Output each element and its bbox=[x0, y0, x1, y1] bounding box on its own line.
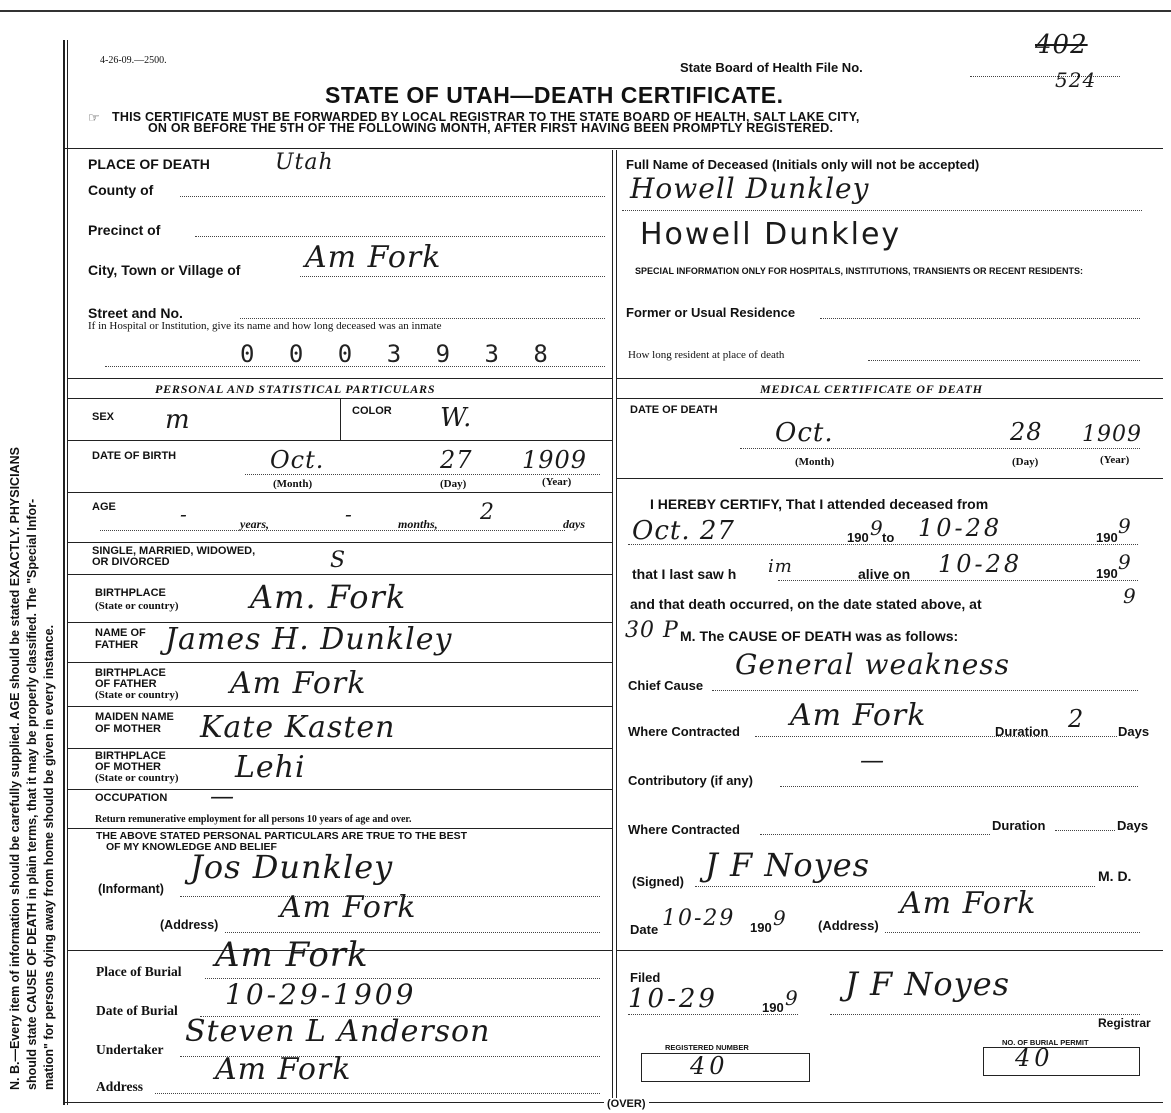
residence-label: Former or Usual Residence bbox=[626, 305, 796, 320]
marital-value: S bbox=[330, 548, 347, 573]
dod-month: Oct. bbox=[775, 418, 834, 448]
attest-line1: THE ABOVE STATED PERSONAL PARTICULARS ARE TRUE TO THE BEST bbox=[96, 830, 468, 842]
color-label: COLOR bbox=[352, 405, 392, 417]
contributory-value: — bbox=[860, 746, 885, 774]
stamp-number: 0 0 0 3 9 3 8 bbox=[240, 340, 558, 368]
age-years: - bbox=[180, 502, 188, 526]
dob-line bbox=[245, 474, 600, 475]
city-line bbox=[300, 276, 605, 277]
dod-day-caption: (Day) bbox=[1012, 456, 1039, 468]
center-divider-inner bbox=[616, 150, 617, 1105]
where-contracted-value: Am Fork bbox=[790, 698, 927, 733]
cause-text: M. The CAUSE OF DEATH was as follows: bbox=[680, 628, 959, 644]
side-note-line1: N. B.—Every item of information should be carefully supplied. AGE should be stated EXACTLY. PHYSICIANS bbox=[8, 447, 22, 1090]
where-contracted-line bbox=[755, 736, 1117, 737]
age-line bbox=[100, 530, 565, 531]
mother-bp-value: Lehi bbox=[235, 750, 306, 785]
duration2-label: Duration bbox=[992, 818, 1046, 833]
days-caption: days bbox=[563, 517, 585, 531]
marital-label: SINGLE, MARRIED, WIDOWED, OR DIVORCED bbox=[92, 545, 256, 568]
father-bp-value: Am Fork bbox=[230, 666, 367, 701]
from-to-line bbox=[628, 544, 1138, 545]
mother-value: Kate Kasten bbox=[200, 710, 396, 745]
dob-row-rule bbox=[67, 492, 612, 493]
burial-date-value: 10-29-1909 bbox=[225, 978, 417, 1011]
death-hour: 9 bbox=[1123, 584, 1137, 608]
precinct-line bbox=[195, 236, 605, 237]
from-year-prefix: 190 bbox=[847, 530, 869, 545]
permit-box bbox=[983, 1047, 1140, 1076]
mother-bp-label-1: BIRTHPLACE bbox=[95, 750, 166, 762]
undertaker-value: Steven L Anderson bbox=[185, 1014, 491, 1049]
dob-month-caption: (Month) bbox=[273, 478, 313, 490]
alive-line bbox=[778, 580, 1138, 581]
precinct-label: Precinct of bbox=[88, 222, 161, 238]
file-no-label: State Board of Health File No. bbox=[680, 60, 863, 75]
outer-left-border bbox=[63, 40, 65, 1105]
alive-year-digit: 9 bbox=[1118, 550, 1132, 574]
chief-cause-line bbox=[712, 690, 1138, 691]
cert-address-value: Am Fork bbox=[900, 886, 1037, 921]
attest-line2: OF MY KNOWLEDGE AND BELIEF bbox=[106, 841, 277, 853]
birthplace-label: BIRTHPLACE bbox=[95, 587, 166, 599]
last-saw-value: im bbox=[768, 556, 793, 577]
dod-day: 28 bbox=[1010, 418, 1043, 446]
side-note-line3: mation" for persons dying away from home should be given in every instance. bbox=[42, 624, 56, 1090]
file-no-line bbox=[970, 76, 1120, 77]
filed-year-digit: 9 bbox=[785, 986, 799, 1010]
dod-row-rule bbox=[616, 478, 1163, 479]
occupation-note: Return remunerative employment for all persons 10 years of age and over. bbox=[95, 814, 412, 825]
cert-row-rule bbox=[616, 950, 1163, 951]
burial-address-label: Address bbox=[96, 1079, 144, 1094]
cert-address-line bbox=[885, 932, 1140, 933]
mother-bp-label-2: OF MOTHER bbox=[95, 761, 161, 773]
occupation-label: OCCUPATION bbox=[95, 792, 168, 804]
residence-line bbox=[820, 318, 1140, 319]
to-word: to bbox=[882, 530, 895, 545]
burial-place-label: Place of Burial bbox=[96, 964, 182, 979]
top-border bbox=[0, 10, 1171, 12]
sex-label: SEX bbox=[92, 411, 115, 423]
chief-cause-value: General weakness bbox=[735, 648, 1011, 681]
cert-date-year-prefix: 190 bbox=[750, 920, 772, 935]
age-days: 2 bbox=[480, 500, 495, 525]
to-year-digit: 9 bbox=[1118, 514, 1132, 538]
mother-label-1: MAIDEN NAME bbox=[95, 711, 174, 723]
file-no-struck: 402 bbox=[1035, 30, 1088, 60]
years-caption: years, bbox=[240, 517, 269, 531]
dod-month-caption: (Month) bbox=[795, 456, 835, 468]
place-of-death-value: Utah bbox=[275, 150, 334, 175]
full-name-label: Full Name of Deceased (Initials only will not be accepted) bbox=[626, 157, 980, 172]
full-name-print: Howell Dunkley bbox=[640, 217, 902, 252]
color-value: W. bbox=[440, 403, 473, 433]
age-row-rule bbox=[67, 542, 612, 543]
informant-value: Jos Dunkley bbox=[190, 848, 394, 886]
days2-label: Days bbox=[1117, 818, 1149, 833]
certificate-title: STATE OF UTAH—DEATH CERTIFICATE. bbox=[325, 82, 784, 108]
file-no-value: 524 bbox=[1055, 68, 1097, 92]
filed-line bbox=[628, 1014, 798, 1015]
notice-line2: ON OR BEFORE THE 5TH OF THE FOLLOWING MONTH, AFTER FIRST HAVING BEEN PROMPTLY REGISTERED. bbox=[148, 121, 834, 135]
mother-bp-row-rule bbox=[67, 789, 612, 790]
street-label: Street and No. bbox=[88, 305, 183, 321]
how-long-line bbox=[868, 360, 1140, 361]
how-long-label: How long resident at place of death bbox=[628, 349, 785, 361]
duration2-line bbox=[1055, 830, 1115, 831]
signed-value: J F Noyes bbox=[705, 846, 871, 884]
father-label-2: FATHER bbox=[95, 639, 139, 651]
filed-label: Filed bbox=[630, 970, 661, 985]
mother-bp-label-3: (State or country) bbox=[95, 772, 179, 784]
hospital-note: If in Hospital or Institution, give its name and how long deceased was an inmate bbox=[88, 320, 442, 332]
informant-address-label: (Address) bbox=[160, 918, 219, 932]
burial-date-label: Date of Burial bbox=[96, 1003, 178, 1018]
to-year-prefix: 190 bbox=[1096, 530, 1118, 545]
informant-label: (Informant) bbox=[98, 882, 164, 896]
duration-value: 2 bbox=[1068, 705, 1085, 733]
duration-label: Duration bbox=[995, 724, 1049, 739]
special-info-label: SPECIAL INFORMATION ONLY FOR HOSPITALS, INSTITUTIONS, TRANSIENTS OR RECENT RESIDENTS: bbox=[635, 266, 1084, 276]
burial-address-value: Am Fork bbox=[215, 1052, 352, 1087]
undertaker-label: Undertaker bbox=[96, 1042, 164, 1057]
medical-section-rule bbox=[616, 378, 1163, 379]
filed-date: 10-29 bbox=[628, 984, 718, 1014]
dob-year: 1909 bbox=[522, 446, 588, 474]
birthplace-value: Am. Fork bbox=[250, 578, 407, 616]
cert-date-value: 10-29 bbox=[662, 906, 736, 931]
mother-row-rule bbox=[67, 748, 612, 749]
burial-place-value: Am Fork bbox=[215, 935, 369, 975]
dob-month: Oct. bbox=[270, 446, 325, 474]
father-bp-label-3: (State or country) bbox=[95, 689, 179, 701]
reg-number-label: REGISTERED NUMBER bbox=[665, 1043, 749, 1052]
cert-date-label: Date bbox=[630, 922, 659, 937]
marital-row-rule bbox=[67, 574, 612, 575]
death-occurred-text: and that death occurred, on the date stated above, at bbox=[630, 596, 982, 612]
dob-label: DATE OF BIRTH bbox=[92, 450, 177, 462]
dod-year: 1909 bbox=[1082, 422, 1142, 447]
sex-row-rule bbox=[67, 440, 612, 441]
form-number: 4-26-09.—2500. bbox=[100, 55, 167, 66]
contributory-label: Contributory (if any) bbox=[628, 773, 753, 788]
age-months: - bbox=[345, 502, 353, 526]
registrar-line bbox=[830, 1014, 1140, 1015]
md-label: M. D. bbox=[1098, 868, 1132, 884]
where-contracted2-label: Where Contracted bbox=[628, 822, 740, 837]
city-value: Am Fork bbox=[305, 240, 442, 275]
alive-year-prefix: 190 bbox=[1096, 566, 1118, 581]
name-line bbox=[622, 210, 1142, 211]
father-value: James H. Dunkley bbox=[165, 622, 453, 657]
father-label-1: NAME OF bbox=[95, 627, 146, 639]
where-contracted-label: Where Contracted bbox=[628, 724, 740, 739]
medical-section-title: MEDICAL CERTIFICATE OF DEATH bbox=[760, 382, 983, 396]
medical-title-rule bbox=[616, 398, 1163, 399]
personal-section-rule bbox=[67, 378, 612, 379]
full-name-cursive: Howell Dunkley bbox=[630, 172, 870, 205]
father-row-rule bbox=[67, 662, 612, 663]
registrar-signature: J F Noyes bbox=[845, 965, 1011, 1003]
certify-text: I HEREBY CERTIFY, That I attended deceased from bbox=[650, 496, 989, 512]
alive-date: 10-28 bbox=[938, 550, 1023, 578]
where-contracted2-line bbox=[760, 834, 990, 835]
dod-line bbox=[740, 448, 1140, 449]
chief-cause-label: Chief Cause bbox=[628, 678, 704, 693]
sex-value: m bbox=[165, 405, 191, 435]
alive-on-label: alive on bbox=[858, 566, 911, 582]
burial-address-line bbox=[155, 1093, 600, 1094]
place-of-death-label: PLACE OF DEATH bbox=[88, 156, 210, 172]
father-bp-label-1: BIRTHPLACE bbox=[95, 667, 166, 679]
permit-value: 40 bbox=[1015, 1044, 1054, 1072]
header-rule bbox=[63, 148, 1163, 149]
months-caption: months, bbox=[398, 517, 438, 531]
notice-line1: THIS CERTIFICATE MUST BE FORWARDED BY LOCAL REGISTRAR TO THE STATE BOARD OF HEALTH, SALT LAKE CITY, bbox=[112, 110, 860, 124]
age-label: AGE bbox=[92, 501, 116, 513]
occupation-row-rule bbox=[67, 828, 612, 829]
dob-year-caption: (Year) bbox=[542, 476, 572, 488]
outer-left-border-inner bbox=[67, 40, 68, 1105]
contributory-line bbox=[780, 786, 1138, 787]
dob-day: 27 bbox=[440, 446, 473, 474]
reg-number-value: 40 bbox=[690, 1052, 729, 1080]
from-date: Oct. 27 bbox=[632, 516, 735, 546]
from-year-digit: 9 bbox=[870, 516, 884, 540]
dob-day-caption: (Day) bbox=[440, 478, 467, 490]
county-line bbox=[180, 196, 605, 197]
father-bp-label-2: OF FATHER bbox=[95, 678, 157, 690]
city-label: City, Town or Village of bbox=[88, 262, 241, 278]
county-label: County of bbox=[88, 182, 154, 198]
over-label: (OVER) bbox=[604, 1098, 649, 1110]
side-note-line2: should state CAUSE OF DEATH in plain terms, that it may be properly classified. The "Special Infor- bbox=[25, 498, 39, 1090]
father-bp-row-rule bbox=[67, 706, 612, 707]
dod-label: DATE OF DEATH bbox=[630, 404, 718, 416]
occupation-value: — bbox=[210, 782, 235, 810]
informant-address-value: Am Fork bbox=[280, 890, 417, 925]
registrar-label: Registrar bbox=[1098, 1016, 1151, 1030]
sex-color-divider bbox=[340, 398, 341, 440]
permit-label: NO. OF BURIAL PERMIT bbox=[1002, 1038, 1089, 1047]
center-divider bbox=[612, 150, 613, 1105]
pointing-hand-icon: ☞ bbox=[88, 110, 100, 125]
birthplace-sub: (State or country) bbox=[95, 600, 179, 612]
dod-year-caption: (Year) bbox=[1100, 454, 1130, 466]
informant-address-line bbox=[225, 932, 600, 933]
death-time: 30 P bbox=[625, 618, 679, 643]
last-saw-label: that I last saw h bbox=[632, 566, 737, 582]
cert-address-label: (Address) bbox=[818, 918, 879, 933]
signed-label: (Signed) bbox=[632, 874, 684, 889]
personal-section-title: PERSONAL AND STATISTICAL PARTICULARS bbox=[155, 382, 436, 396]
filed-year-label: 190 bbox=[762, 1000, 784, 1015]
street-line bbox=[240, 318, 605, 319]
to-date: 10-28 bbox=[918, 514, 1003, 542]
days-label: Days bbox=[1118, 724, 1150, 739]
cert-date-year-digit: 9 bbox=[773, 906, 787, 930]
mother-label-2: OF MOTHER bbox=[95, 723, 161, 735]
